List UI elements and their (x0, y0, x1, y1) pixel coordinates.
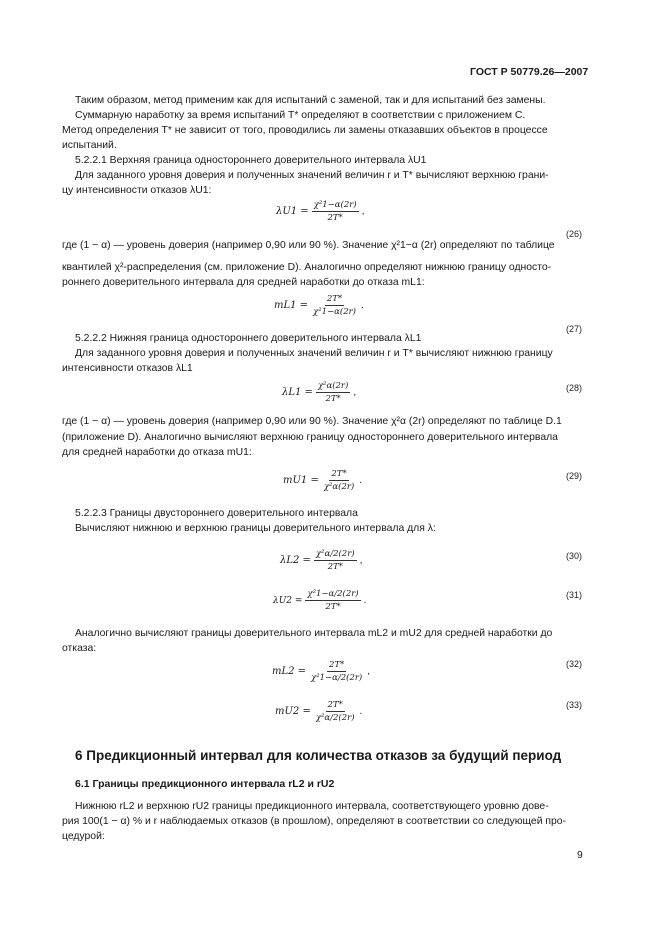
equation-number: (33) (566, 700, 583, 710)
paragraph: Вычисляют нижнюю и верхнюю границы доверительного интервала для λ: (75, 523, 436, 534)
equation-lhs: λL1 = (282, 387, 313, 398)
equation-lhs: λU1 = (276, 206, 309, 217)
equation-tail: . (363, 595, 367, 606)
paragraph: роннего доверительного интервала для средней наработки до отказа mL1: (62, 277, 425, 288)
equation-number: (30) (566, 551, 583, 561)
section-heading-5-2-2-1: 5.2.2.1 Верхняя граница одностороннего доверительного интервала λU1 (75, 155, 427, 166)
equation-number: (32) (566, 659, 583, 669)
equation-31 (273, 589, 366, 612)
paragraph: Нижнюю rL2 и верхнюю rU2 границы предикционного интервала, соответствующего уровню дове- (75, 801, 549, 812)
paragraph: цу интенсивности отказов λU1: (62, 185, 212, 196)
equation-number: (29) (566, 471, 583, 481)
equation-denominator: χ²1−α(2r) (313, 307, 356, 317)
equation-numerator: 2T* (328, 660, 345, 670)
paragraph: Аналогично вычисляют границы доверительного интервала mL2 и mU2 для средней наработки до (75, 628, 553, 639)
equation-number: (28) (566, 383, 583, 393)
document-code: ГОСТ Р 50779.26—2007 (470, 66, 589, 78)
equation-denominator: χ²1−α/2(2r) (311, 673, 363, 683)
equation-lhs: λU2 = (273, 595, 303, 606)
section-heading-6-1: 6.1 Границы предикционного интервала rL2 и rU2 (75, 778, 335, 790)
equation-33 (275, 700, 362, 723)
section-heading-5-2-2-3: 5.2.2.3 Границы двустороннего доверительного интервала (75, 508, 358, 519)
equation-denominator: 2T* (325, 394, 341, 404)
equation-tail: , (361, 206, 365, 217)
equation-28 (282, 381, 356, 404)
equation-numerator: χ²α/2(2r) (315, 549, 355, 559)
paragraph: Суммарную наработку за время испытаний T* определяют в соответствии с приложением С. (75, 110, 526, 121)
equation-26 (276, 200, 364, 223)
equation-tail: , (367, 666, 371, 677)
equation-denominator: 2T* (327, 562, 343, 572)
paragraph: отказа: (62, 643, 97, 654)
paragraph: рия 100(1 − α) % и r наблюдаемых отказов (в прошлом), определяют в соответствии со следующей про- (62, 816, 567, 827)
paragraph: Таким образом, метод применим как для испытаний с заменой, так и для испытаний без замены. (75, 95, 546, 106)
section-heading-6: 6 Предикционный интервал для количества отказов за будущий период (75, 748, 562, 763)
paragraph: интенсивности отказов λL1 (62, 363, 193, 374)
equation-tail: . (359, 475, 363, 486)
equation-numerator: χ²1−α(2r) (313, 200, 357, 210)
equation-numerator: χ²1−α/2(2r) (307, 589, 359, 599)
equation-number: (27) (566, 324, 583, 334)
paragraph: испытаний. (62, 140, 117, 151)
equation-27 (274, 294, 364, 317)
section-heading-5-2-2-2: 5.2.2.2 Нижняя граница одностороннего доверительного интервала λL1 (75, 333, 422, 344)
equation-tail: . (360, 300, 364, 311)
equation-lhs: mL2 = (272, 666, 307, 677)
equation-tail: , (353, 387, 357, 398)
equation-denominator: 2T* (327, 213, 343, 223)
equation-denominator: 2T* (325, 602, 341, 612)
paragraph: для средней наработки до отказа mU1: (62, 447, 252, 458)
equation-tail: , (359, 555, 363, 566)
equation-lhs: λL2 = (280, 555, 311, 566)
equation-numerator: 2T* (331, 469, 347, 479)
paragraph: где (1 − α) — уровень доверия (например 0,90 или 90 %). Значение χ²α (2r) определяют по таблице D.1 (62, 416, 562, 427)
paragraph: (приложение D). Аналогично вычисляют верхнюю границу одностороннего доверительного интервала (62, 432, 558, 443)
equation-lhs: mL1 = (274, 300, 309, 311)
equation-denominator: χ²α/2(2r) (315, 713, 355, 723)
equation-32 (272, 660, 370, 683)
equation-number: (26) (566, 229, 583, 239)
equation-denominator: χ²α(2r) (323, 482, 355, 492)
paragraph: где (1 − α) — уровень доверия (например 0,90 или 90 %). Значение χ²1−α (2r) определяют по таблице (62, 240, 555, 251)
page-number: 9 (577, 850, 583, 861)
equation-29 (283, 469, 362, 492)
equation-numerator: 2T* (327, 700, 343, 710)
equation-lhs: mU2 = (275, 706, 311, 717)
paragraph: квантилей χ²-распределения (см. приложение D). Аналогично определяют нижнюю границу односто- (62, 262, 552, 273)
paragraph: цедурой: (62, 831, 105, 842)
equation-lhs: mU1 = (283, 475, 319, 486)
equation-tail: . (359, 706, 363, 717)
equation-numerator: χ²α(2r) (317, 381, 349, 391)
paragraph: Для заданного уровня доверия и полученных значений величин r и T* вычисляют верхнюю грани- (75, 170, 549, 181)
paragraph: Метод определения T* не зависит от того, проводились ли замены отказавших объектов в процессе (62, 125, 548, 136)
equation-number: (31) (566, 590, 583, 600)
equation-numerator: 2T* (326, 294, 343, 304)
equation-30 (280, 549, 362, 572)
paragraph: Для заданного уровня доверия и полученных значений величин r и T* вычисляют нижнюю границу (75, 348, 553, 359)
